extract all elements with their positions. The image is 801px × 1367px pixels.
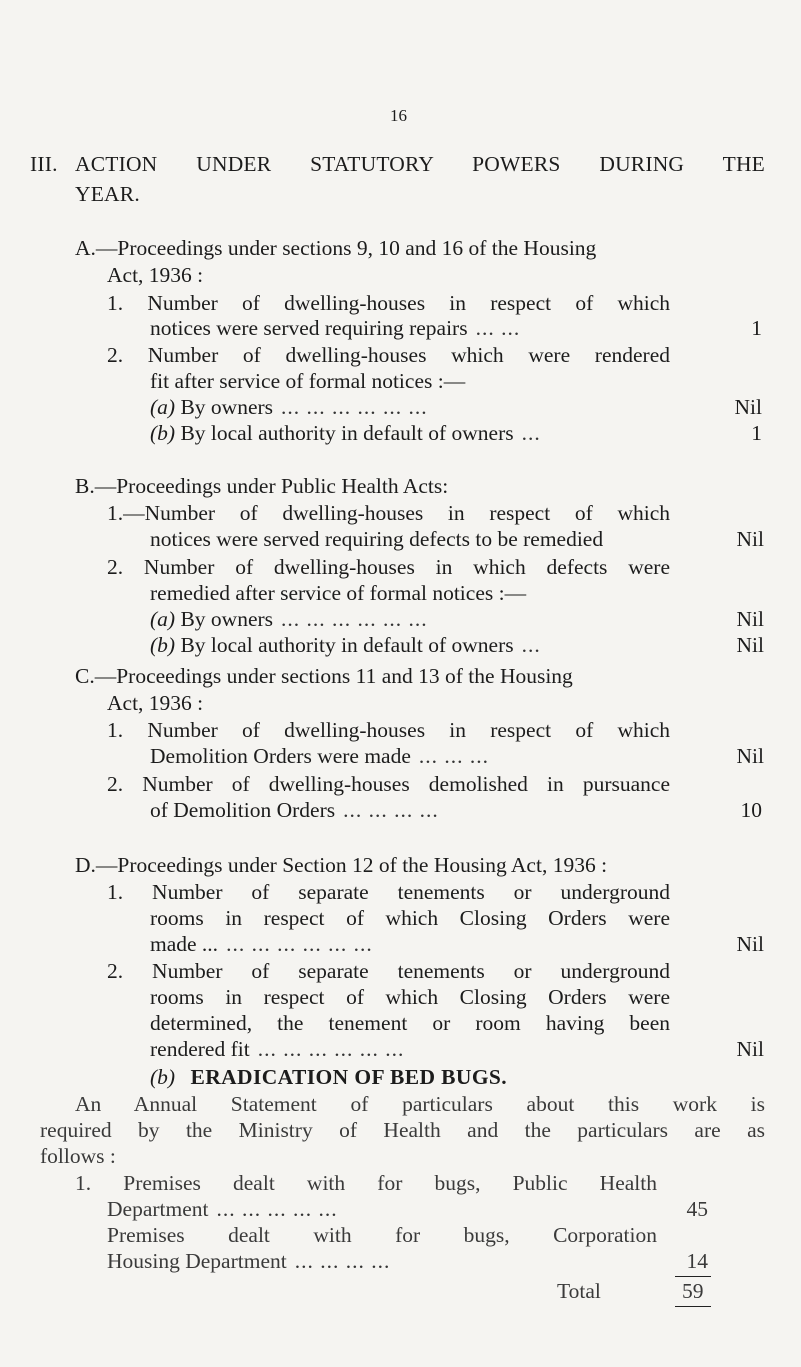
d-item2-value: Nil xyxy=(736,1037,764,1061)
sub-letter: (a) xyxy=(150,607,176,631)
bugs-item2-line1: Premises dealt with for bugs, Corporation xyxy=(107,1223,657,1247)
a-item2-line2: fit after service of formal notices :— xyxy=(150,369,466,393)
leader-dots: ... ... ... ... ... ... xyxy=(226,932,373,956)
bugs-item1-value: 45 xyxy=(686,1197,708,1221)
b-item1-row xyxy=(150,526,764,552)
a-heading-line2: Act, 1936 : xyxy=(107,263,204,287)
d-item2-line2: rooms in respect of which Closing Orders were xyxy=(150,985,670,1009)
b-sub-a-row xyxy=(150,606,764,632)
section-numeral: III. xyxy=(30,152,58,176)
section-title-line1: ACTION UNDER STATUTORY POWERS DURING THE xyxy=(75,152,765,176)
b-item2-line2: remedied after service of formal notices :— xyxy=(150,581,527,605)
d-item2-row xyxy=(150,1036,764,1062)
d-item1-line3: made ... xyxy=(150,932,219,956)
b-item1-value: Nil xyxy=(736,527,764,551)
bugs-heading xyxy=(150,1064,507,1090)
bugs-item2-value: 14 xyxy=(686,1249,708,1273)
page-number: 16 xyxy=(390,106,407,125)
a-sub-a-row xyxy=(150,394,762,420)
c-item2-value: 10 xyxy=(740,798,762,822)
c-item1-line2: Demolition Orders were made xyxy=(150,744,411,768)
c-item1-row xyxy=(150,743,764,769)
a-item1-line1: 1. Number of dwelling-houses in respect of which xyxy=(107,291,670,315)
b-sub-b-value: Nil xyxy=(736,633,764,657)
sub-letter: (b) xyxy=(150,421,176,445)
bugs-item1-row xyxy=(107,1196,708,1222)
sub-letter: (b) xyxy=(150,633,176,657)
d-item1-line2: rooms in respect of which Closing Orders were xyxy=(150,906,670,930)
leader-dots: ... ... ... ... ... ... xyxy=(257,1037,405,1061)
bugs-prefix: (b) xyxy=(150,1065,176,1089)
b-sub-b-row xyxy=(150,632,764,658)
d-item2-line3: determined, the tenement or room having been xyxy=(150,1011,670,1035)
d-item2-line1: 2. Number of separate tenements or underground xyxy=(107,959,670,983)
leader-dots: ... xyxy=(521,633,541,657)
a-item1-line2: notices were served requiring repairs xyxy=(150,316,468,340)
leader-dots: ... xyxy=(521,421,541,445)
b-item1-line1: 1.—Number of dwelling-houses in respect of which xyxy=(107,501,670,525)
c-item2-line1: 2. Number of dwelling-houses demolished in pursuance xyxy=(107,772,670,796)
c-item1-line1: 1. Number of dwelling-houses in respect of which xyxy=(107,718,670,742)
b-item1-line2: notices were served requiring defects to be remedied xyxy=(150,527,604,551)
bugs-para-line2: required by the Ministry of Health and the particulars are as xyxy=(40,1118,765,1142)
a-heading-line1: A.—Proceedings under sections 9, 10 and 16 of the Housing xyxy=(75,236,597,260)
total-value: 59 xyxy=(682,1279,704,1303)
b-sub-a-value: Nil xyxy=(736,607,764,631)
leader-dots: ... ... ... ... ... ... xyxy=(281,395,428,419)
d-item1-line1: 1. Number of separate tenements or underground xyxy=(107,880,670,904)
a-sub-b-label: (b) By local authority in default of owners xyxy=(150,421,514,445)
b-sub-a-label: (a) By owners xyxy=(150,607,274,631)
c-item2-row xyxy=(150,797,762,823)
leader-dots: ... ... xyxy=(475,316,521,340)
c-item1-value: Nil xyxy=(736,744,764,768)
b-heading: B.—Proceedings under Public Health Acts: xyxy=(75,474,449,498)
bugs-item1-line1: 1. Premises dealt with for bugs, Public Health xyxy=(75,1171,657,1195)
leader-dots: ... ... ... ... xyxy=(294,1249,391,1273)
total-rule-top xyxy=(675,1276,711,1277)
sub-letter: (a) xyxy=(150,395,176,419)
leader-dots: ... ... ... xyxy=(418,744,490,768)
d-item1-row xyxy=(150,931,764,957)
leader-dots: ... ... ... ... ... ... xyxy=(281,607,428,631)
total-label: Total xyxy=(557,1279,601,1303)
b-item2-line1: 2. Number of dwelling-houses in which defects were xyxy=(107,555,670,579)
bugs-para-line1: An Annual Statement of particulars about this work is xyxy=(75,1092,765,1116)
c-heading-line2: Act, 1936 : xyxy=(107,691,204,715)
section-title-line2: YEAR. xyxy=(75,182,140,206)
total-rule-bottom xyxy=(675,1306,711,1307)
b-sub-b-label: (b) By local authority in default of owners xyxy=(150,633,514,657)
a-item2-line1: 2. Number of dwelling-houses which were rendered xyxy=(107,343,670,367)
d-heading: D.—Proceedings under Section 12 of the Housing Act, 1936 : xyxy=(75,853,608,877)
a-sub-b-row xyxy=(150,420,762,446)
leader-dots: ... ... ... ... ... xyxy=(216,1197,338,1221)
a-sub-a-value: Nil xyxy=(734,395,762,419)
a-item1-value: 1 xyxy=(751,316,762,340)
d-item2-line4: rendered fit xyxy=(150,1037,250,1061)
a-item1-row xyxy=(150,315,762,341)
leader-dots: ... ... ... ... xyxy=(343,798,439,822)
d-item1-value: Nil xyxy=(736,932,764,956)
bugs-item2-line2: Housing Department xyxy=(107,1249,287,1273)
a-sub-a-label: (a) By owners xyxy=(150,395,274,419)
bugs-para-line3: follows : xyxy=(40,1144,116,1168)
bugs-title: ERADICATION OF BED BUGS. xyxy=(190,1065,508,1089)
c-item2-line2: of Demolition Orders xyxy=(150,798,336,822)
a-sub-b-value: 1 xyxy=(751,421,762,445)
bugs-item1-line2: Department xyxy=(107,1197,209,1221)
c-heading-line1: C.—Proceedings under sections 11 and 13 of the Housing xyxy=(75,664,573,688)
bugs-item2-row xyxy=(107,1248,708,1274)
